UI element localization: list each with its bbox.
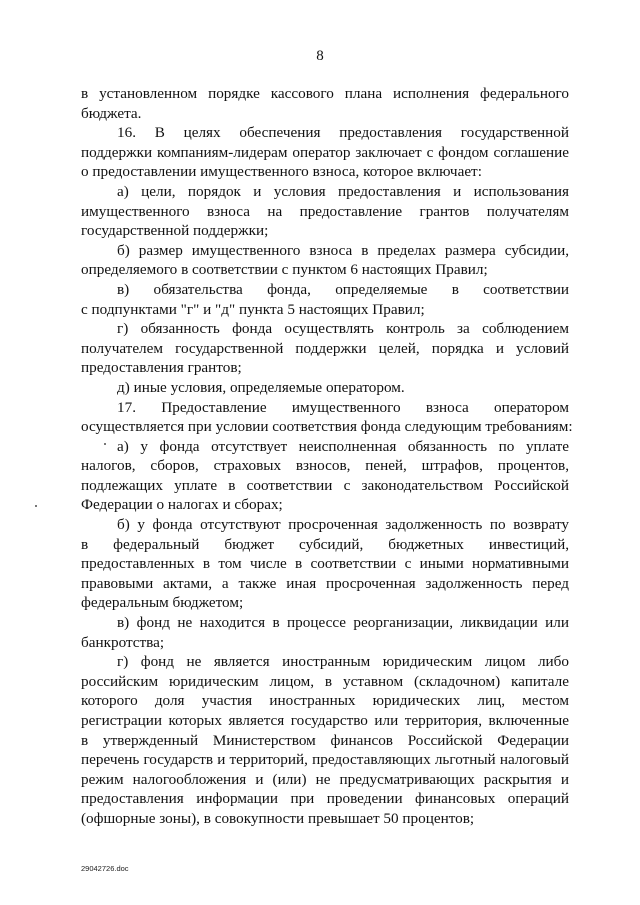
text-line: г) обязанность фонда осуществлять контроль за соблюдением: [117, 320, 569, 338]
text-line: 17. Предоставление имущественного взноса оператором: [117, 398, 569, 416]
text-line: правовыми актами, а также иная просроченная задолженность перед: [81, 574, 569, 592]
text-line: д) иные условия, определяемые оператором.: [117, 378, 405, 396]
text-line: налогов, сборов, страховых взносов, пеней, штрафов, процентов,: [81, 457, 569, 475]
text-line: (офшорные зоны), в совокупности превышает 50 процентов;: [81, 809, 475, 827]
text-line: регистрации которых является государство или территория, включенные: [81, 712, 569, 729]
text-line: в) фонд не находится в процессе реорганизации, ликвидации или: [117, 614, 569, 632]
text-line: а) у фонда отсутствует неисполненная обязанность по уплате: [117, 437, 569, 455]
text-line: с подпунктами "г" и "д" пункта 5 настоящих Правил;: [81, 300, 425, 318]
scan-mark: [35, 505, 37, 507]
text-line: предоставленных в том числе в соответствии с иными нормативными: [81, 555, 569, 573]
text-line: б) размер имущественного взноса в пределах размера субсидии,: [117, 241, 569, 259]
text-line: а) цели, порядок и условия предоставления и использования: [117, 182, 569, 200]
footer-filename: 29042726.doc: [81, 864, 129, 873]
text-line: получателем государственной поддержки целей, порядка и условий: [81, 339, 569, 357]
text-line: режим налогообложения и (или) не предусматривающих раскрытия и: [81, 770, 569, 788]
text-line: российским юридическим лицом, в уставном (складочном) капитале: [81, 672, 569, 690]
document-body: [81, 84, 573, 829]
page-number: 8: [316, 48, 324, 64]
text-line: которого доля участия иностранных юридических лиц, местом: [81, 692, 569, 710]
text-line: б) у фонда отсутствуют просроченная задолженность по возврату: [117, 516, 569, 534]
text-line: подлежащих уплате в соответствии с законодательством Российской: [81, 476, 569, 494]
text-line: государственной поддержки;: [81, 222, 269, 240]
text-line: поддержки компаниям-лидерам оператор заключает с фондом соглашение: [81, 143, 569, 161]
text-line: бюджета.: [81, 104, 142, 122]
scan-mark: [104, 443, 106, 445]
text-line: предоставления информации при проведении финансовых операций: [81, 790, 569, 808]
text-line: в утвержденный Министерством финансов Российской Федерации: [81, 731, 569, 749]
text-line: в) обязательства фонда, определяемые в соответствии: [117, 280, 569, 298]
text-line: в установленном порядке кассового плана исполнения федерального: [81, 85, 569, 102]
text-line: г) фонд не является иностранным юридическим лицом либо: [117, 653, 569, 671]
text-line: Федерации о налогах и сборах;: [81, 496, 283, 514]
text-line: имущественного взноса на предоставление грантов получателям: [81, 202, 569, 220]
text-line: федеральным бюджетом;: [81, 594, 244, 612]
text-line: определяемого в соответствии с пунктом 6 настоящих Правил;: [81, 261, 488, 279]
text-line: банкротства;: [81, 633, 165, 651]
text-line: предоставления грантов;: [81, 359, 242, 377]
text-line: в федеральный бюджет субсидий, бюджетных инвестиций,: [81, 535, 569, 553]
text-line: перечень государств и территорий, предоставляющих льготный налоговый: [81, 751, 569, 769]
text-line: 16. В целях обеспечения предоставления государственной: [117, 124, 569, 142]
text-line: осуществляется при условии соответствия фонда следующим требованиям:: [81, 418, 573, 436]
text-line: о предоставлении имущественного взноса, которое включает:: [81, 163, 482, 181]
